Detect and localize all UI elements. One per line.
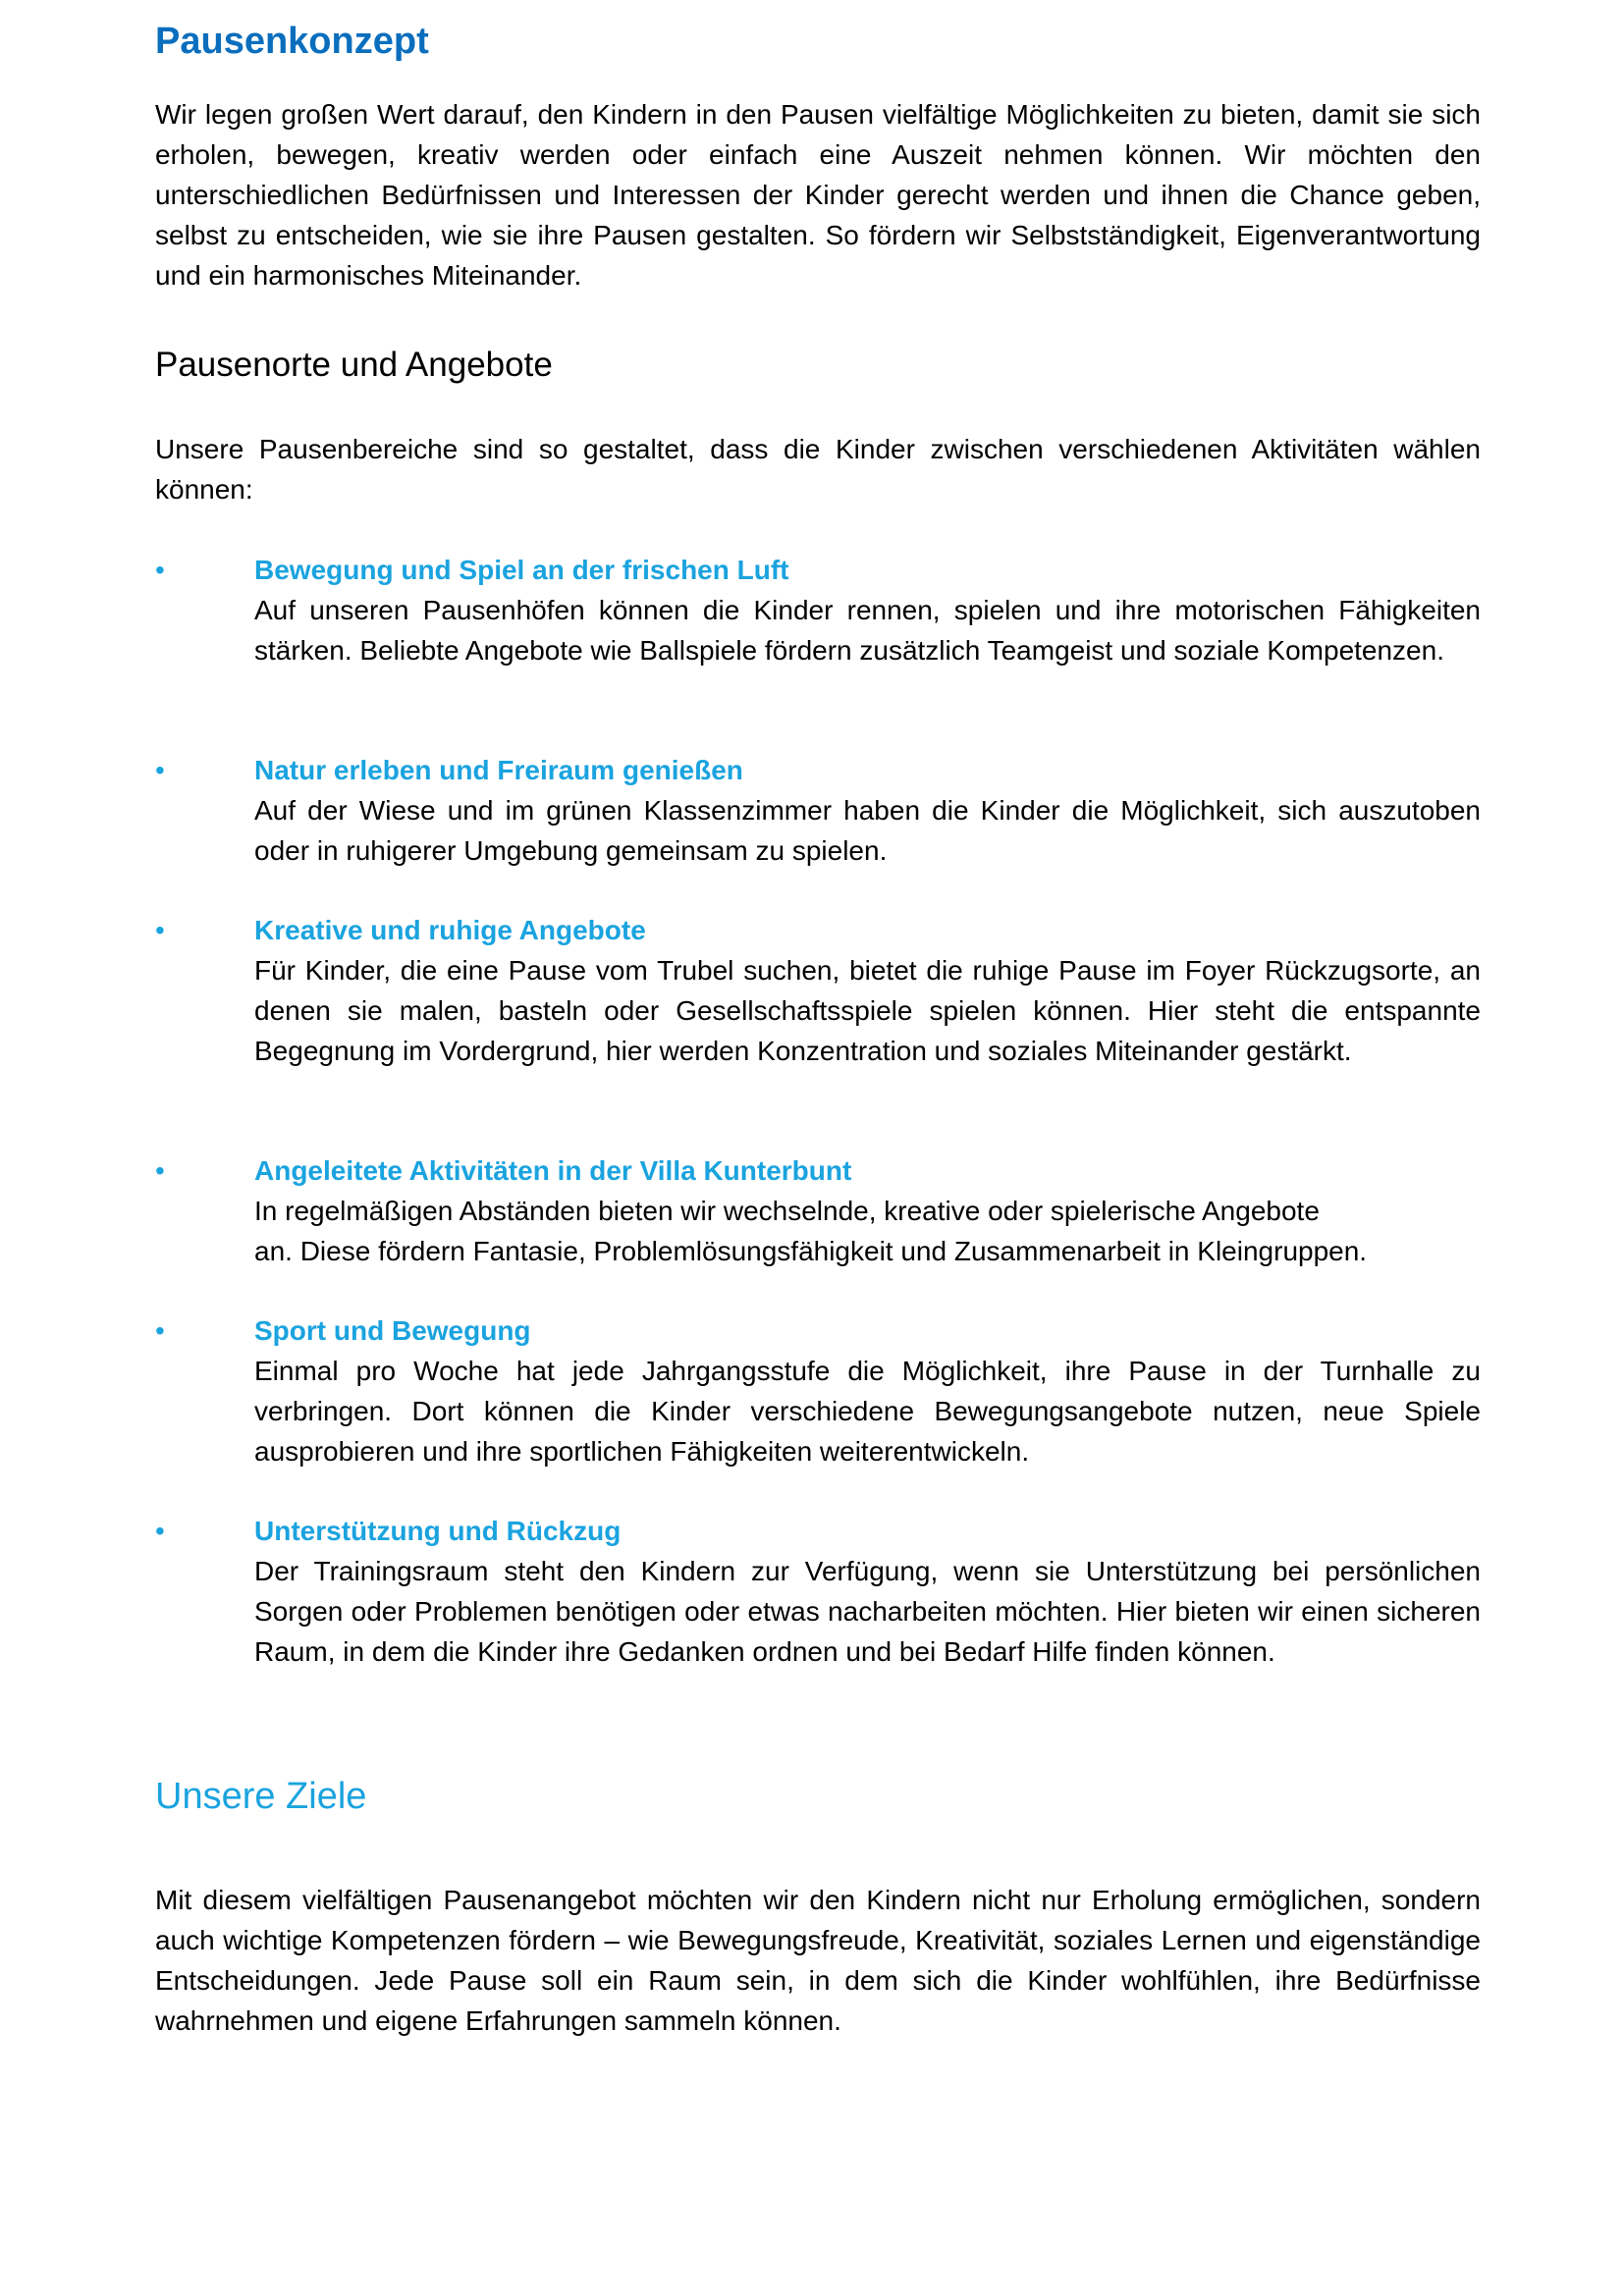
intro-paragraph: Wir legen großen Wert darauf, den Kindern in den Pausen vielfältige Möglichkeiten zu bieten, damit sie sich erholen, bewegen, kreativ werden oder einfach eine Auszeit nehmen können. Wir möchten den unterschiedlichen Bedürfnissen und Interessen der Kinder gerecht werden und ihnen die Chance geben, selbst zu entscheiden, wie sie ihre Pausen gestalten. So fördern wir Selbstständigkeit, Eigenverantwortung und ein harmonisches Miteinander.: [155, 99, 1481, 291]
list-item-body: [254, 1191, 1481, 1271]
list-item-body-line: In regelmäßigen Abständen bieten wir wechselnde, kreative oder spielerische Angebote: [254, 1196, 1320, 1226]
list-item-body: Auf unseren Pausenhöfen können die Kinder rennen, spielen und ihre motorischen Fähigkeiten stärken. Beliebte Angebote wie Ballspiele fördern zusätzlich Teamgeist und soziale Kompetenzen.: [254, 595, 1481, 666]
list-item-body: Der Trainingsraum steht den Kindern zur Verfügung, wenn sie Unterstützung bei persönlichen Sorgen oder Problemen benötigen oder etwas nacharbeiten möchten. Hier bieten wir einen sicheren Raum, in dem die Kinder ihre Gedanken ordnen und bei Bedarf Hilfe finden können.: [254, 1556, 1481, 1667]
bullet-icon: •: [155, 555, 165, 585]
list-item-body-line: an. Diese fördern Fantasie, Problemlösungsfähigkeit und Zusammenarbeit in Kleingruppen.: [254, 1236, 1368, 1266]
bullet-icon: •: [155, 1155, 165, 1186]
bullet-icon: •: [155, 1315, 165, 1346]
list-item-heading: Sport und Bewegung: [254, 1315, 531, 1346]
section-heading-ziele: Unsere Ziele: [155, 1776, 367, 1817]
bullet-icon: •: [155, 915, 165, 945]
bullet-icon: •: [155, 1516, 165, 1546]
list-item-body: Auf der Wiese und im grünen Klassenzimmer haben die Kinder die Möglichkeit, sich auszutoben oder in ruhigerer Umgebung gemeinsam zu spielen.: [254, 795, 1481, 866]
list-item-heading: Kreative und ruhige Angebote: [254, 915, 646, 945]
bullet-icon: •: [155, 755, 165, 785]
section-heading-pausenorte: Pausenorte und Angebote: [155, 346, 553, 384]
list-item-body: Für Kinder, die eine Pause vom Trubel suchen, bietet die ruhige Pause im Foyer Rückzugsorte, an denen sie malen, basteln oder Gesellschaftsspiele spielen können. Hier steht die entspannte Begegnung im Vordergrund, hier werden Konzentration und soziales Miteinander gestärkt.: [254, 955, 1481, 1066]
section-intro-paragraph: Unsere Pausenbereiche sind so gestaltet, dass die Kinder zwischen verschiedenen Aktivitäten wählen können:: [155, 434, 1481, 505]
list-item-heading: Bewegung und Spiel an der frischen Luft: [254, 555, 789, 585]
list-item-heading: Angeleitete Aktivitäten in der Villa Kunterbunt: [254, 1155, 852, 1186]
goals-paragraph: Mit diesem vielfältigen Pausenangebot möchten wir den Kindern nicht nur Erholung ermöglichen, sondern auch wichtige Kompetenzen fördern – wie Bewegungsfreude, Kreativität, soziales Lernen und eigenständige Entscheidungen. Jede Pause soll ein Raum sein, in dem sich die Kinder wohlfühlen, ihre Bedürfnisse wahrnehmen und eigene Erfahrungen sammeln können.: [155, 1885, 1481, 2036]
list-item-heading: Unterstützung und Rückzug: [254, 1516, 622, 1546]
page-title: Pausenkonzept: [155, 21, 429, 62]
list-item-body: Einmal pro Woche hat jede Jahrgangsstufe die Möglichkeit, ihre Pause in der Turnhalle zu verbringen. Dort können die Kinder verschiedene Bewegungsangebote nutzen, neue Spiele ausprobieren und ihre sportlichen Fähigkeiten weiterentwickeln.: [254, 1356, 1481, 1467]
list-item-heading: Natur erleben und Freiraum genießen: [254, 755, 743, 785]
